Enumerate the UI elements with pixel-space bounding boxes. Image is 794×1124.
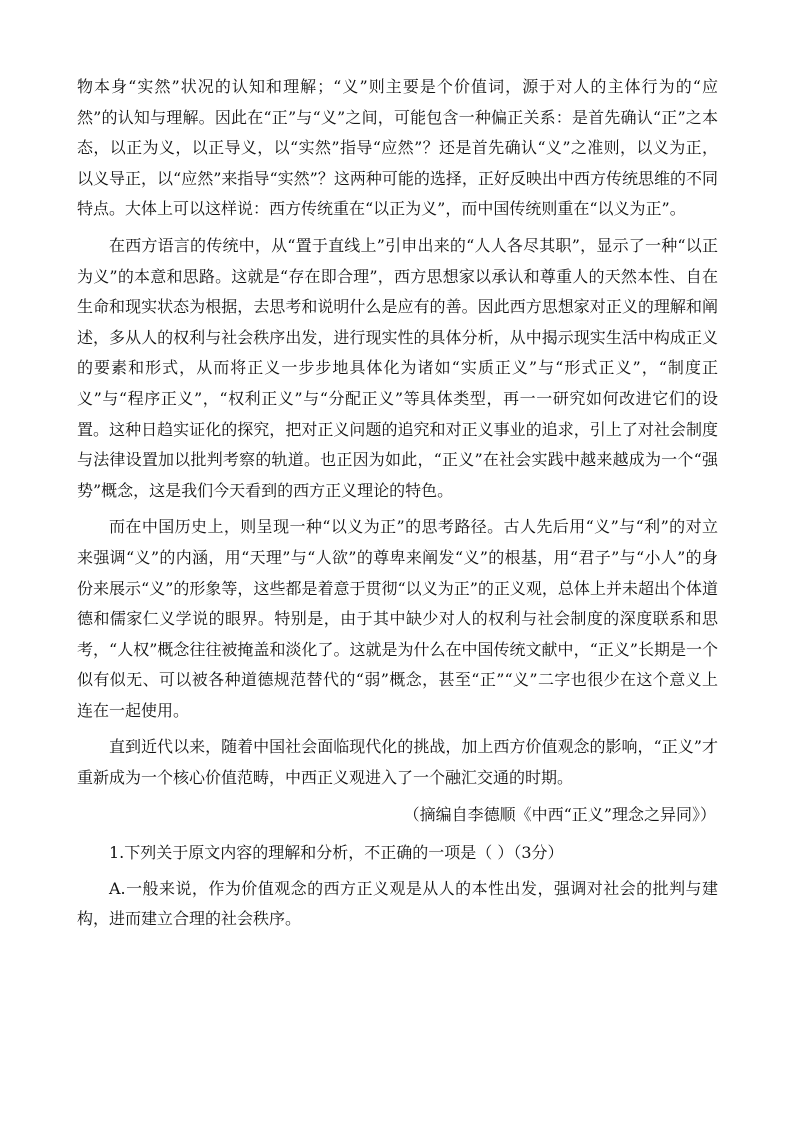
paragraph-4: 直到近代以来，随着中国社会面临现代化的挑战，加上西方价值观念的影响，“正义”才重新成为一个核心价值范畴，中西正义观进入了一个融汇交通的时期。 <box>77 737 718 788</box>
paragraph-1: 物本身“实然”状况的认知和理解；“义”则主要是个价值词，源于对人的主体行为的“应然”的认知与理解。因此在“正”与“义”之间，可能包含一种偏正关系：是首先确认“正”之本态，以正为义，以正导义，以“实然”指导“应然”？还是首先确认“义”之准则，以义为正，以义导正，以“应然”来指导“实然”？这两种可能的选择，正好反映出中西方传统思维的不同特点。大体上可以这样说：西方传统重在“以正为义”，而中国传统则重在“以义为正”。 <box>77 77 718 219</box>
question-1: 1.下列关于原文内容的理解和分析，不正确的一项是（ ）（3分） <box>109 843 564 863</box>
option-a: A.一般来说，作为价值观念的西方正义观是从人的本性出发，强调对社会的批判与建构，进而建立合理的社会秩序。 <box>77 878 718 929</box>
paragraph-3: 而在中国历史上，则呈现一种“以义为正”的思考路径。古人先后用“义”与“利”的对立来强调“义”的内涵，用“天理”与“人欲”的尊卑来阐发“义”的根基，用“君子”与“小人”的身份来展示“义”的形象等，这些都是着意于贯彻“以义为正”的正义观，总体上并未超出个体道德和儒家仁义学说的眼界。特别是，由于其中缺少对人的权利与社会制度的深度联系和思考，“人权”概念往往被掩盖和淡化了。这就是为什么在中国传统文献中，“正义”长期是一个似有似无、可以被各种道德规范替代的“弱”概念，甚至“正”“义”二字也很少在这个意义上连在一起使用。 <box>77 517 718 720</box>
paragraph-2: 在西方语言的传统中，从“置于直线上”引申出来的“人人各尽其职”，显示了一种“以正为义”的本意和思路。这就是“存在即合理”，西方思想家以承认和尊重人的天然本性、自在生命和现实状态为根据，去思考和说明什么是应有的善。因此西方思想家对正义的理解和阐述，多从人的权利与社会秩序出发，进行现实性的具体分析，从中揭示现实生活中构成正义的要素和形式，从而将正义一步步地具体化为诸如“实质正义”与“形式正义”，“制度正义”与“程序正义”，“权利正义”与“分配正义”等具体类型，再一一研究如何改进它们的设置。这种日趋实证化的探究，把对正义问题的追究和对正义事业的追求，引上了对社会制度与法律设置加以批判考察的轨道。也正因为如此，“正义”在社会实践中越来越成为一个“强势”概念，这是我们今天看到的西方正义理论的特色。 <box>77 235 718 500</box>
source-citation: （摘编自李德顺《中西“正义”理念之异同》） <box>403 804 716 824</box>
